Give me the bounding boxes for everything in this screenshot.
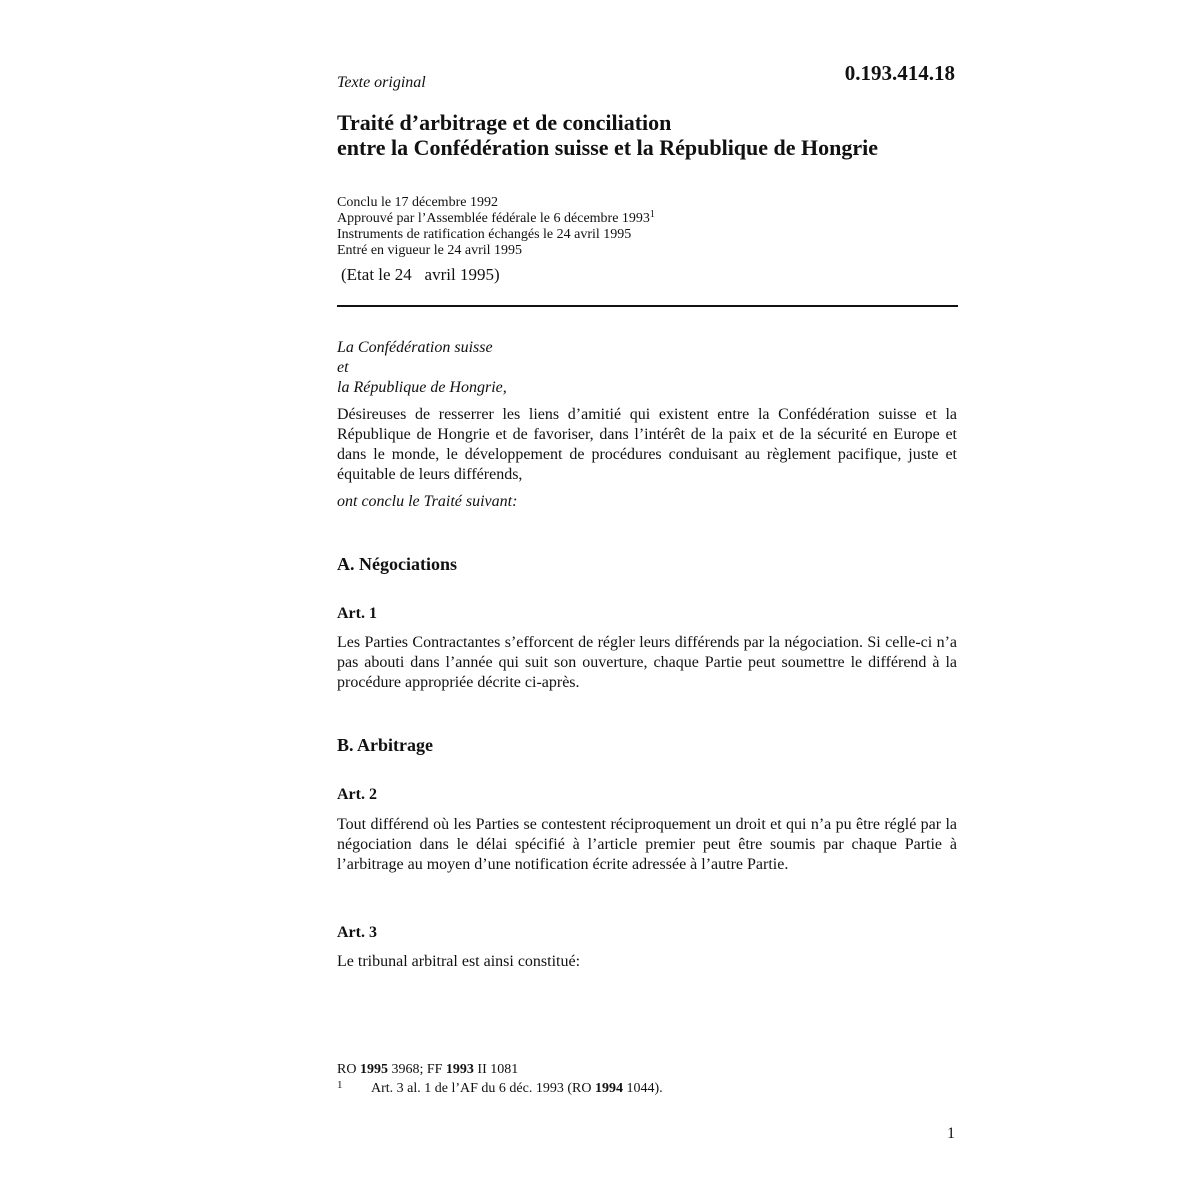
ro-mid: 3968; FF <box>387 1062 446 1077</box>
article-3-title: Art. 3 <box>337 924 377 941</box>
footnote-ref-1[interactable]: 1 <box>649 209 655 220</box>
sr-number: 0.193.414.18 <box>844 61 955 85</box>
footnote-1: 1 Art. 3 al. 1 de l’AF du 6 déc. 1993 (RO 1994 1044). <box>337 1079 663 1096</box>
parties-block <box>337 338 507 398</box>
footnote-suffix: 1044). <box>622 1081 663 1096</box>
approval-text: Approuvé par l’Assemblée fédérale le 6 décembre 1993 <box>337 211 650 226</box>
article-1-text: Les Parties Contractantes s’efforcent de régler leurs différends par la négociation. Si celle-ci n’a pas abouti dans l’année qui suit son ouverture, chaque Partie peut soumettre le différend à la procédure appropriée décrite ci-après. <box>337 634 957 691</box>
publication-reference <box>337 1060 663 1079</box>
title-line-1: Traité d’arbitrage et de conciliation <box>337 110 672 135</box>
entry-into-force: Entré en vigueur le 24 avril 1995 <box>337 243 523 258</box>
state-date: (Etat le 24 avril 1995) <box>341 265 500 284</box>
party-2: la République de Hongrie, <box>337 379 507 396</box>
original-text-label: Texte original <box>337 74 426 91</box>
party-1: La Confédération suisse <box>337 339 493 356</box>
approval-line <box>337 211 655 227</box>
ff-year: 1993 <box>445 1062 474 1077</box>
concluded-date: Conclu le 17 décembre 1992 <box>337 195 498 210</box>
footnotes <box>337 1060 663 1098</box>
ro-prefix: RO <box>337 1062 360 1077</box>
ro-year: 1995 <box>359 1062 388 1077</box>
section-heading-b: B. Arbitrage <box>337 735 433 755</box>
footnote-text: Art. 3 al. 1 de l’AF du 6 déc. 1993 (RO <box>371 1081 595 1096</box>
title-line-2: entre la Confédération suisse et la République de Hongrie <box>337 135 879 160</box>
ratification-line: Instruments de ratification échangés le 24 avril 1995 <box>337 227 632 242</box>
article-3-text: Le tribunal arbitral est ainsi constitué: <box>337 953 581 970</box>
ff-rest: II 1081 <box>473 1062 519 1077</box>
page-number: 1 <box>947 1125 955 1142</box>
treaty-metadata <box>337 195 655 259</box>
party-conjunction: et <box>337 359 349 376</box>
article-2-title: Art. 2 <box>337 786 377 803</box>
document-title <box>337 110 878 160</box>
section-heading-a: A. Négociations <box>337 554 457 574</box>
footnote-year: 1994 <box>594 1081 623 1096</box>
article-1-title: Art. 1 <box>337 605 377 622</box>
concluded-formula: ont conclu le Traité suivant: <box>337 493 518 510</box>
header-divider <box>337 305 958 307</box>
article-2-text: Tout différend où les Parties se contestent réciproquement un droit et qui n’a pu être réglé par la négociation dans le délai spécifié à l’article premier peut être soumis par chaque Partie à l’arbitrage au moyen d’une notification écrite adressée à l’autre Partie. <box>337 816 957 873</box>
preamble-paragraph: Désireuses de resserrer les liens d’amitié qui existent entre la Confédération suisse et la République de Hongrie et de favoriser, dans l’intérêt de la paix et de la sécurité en Europe et dans le monde, le développement de procédures conduisant au règlement pacifique, juste et équitable de leurs différends, <box>337 406 957 483</box>
